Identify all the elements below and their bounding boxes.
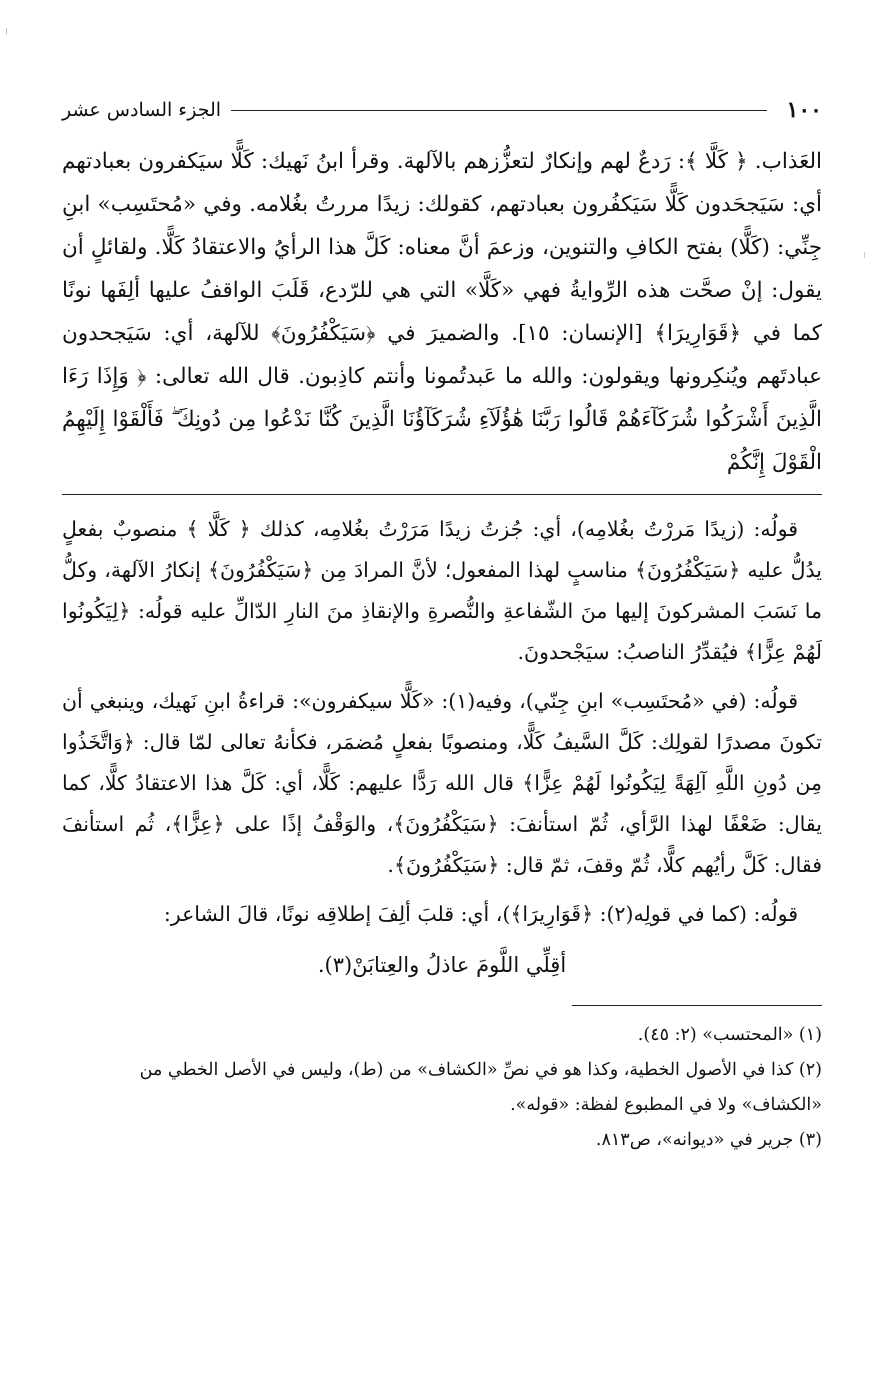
footnote-divider xyxy=(572,1005,822,1006)
book-part-title: الجزء السادس عشر xyxy=(62,99,222,121)
footnote-1: (١) «المحتسب» (٢: ٤٥). xyxy=(637,1025,822,1045)
running-header xyxy=(62,88,822,132)
commentary-paragraph-3: قولُه: (كما في قولِه(٢): ﴿قَوَارِيرَا﴾)، أي: قلبَ ألِفَ إطلاقِه نونًا، قالَ الشاعر: xyxy=(163,902,798,926)
footnote-3: (٣) جرير في «ديوانه»، ص٨١٣. xyxy=(595,1130,822,1150)
main-text-divider xyxy=(62,494,822,495)
scan-mark-left xyxy=(6,28,11,34)
header-rule xyxy=(231,110,766,111)
footnote-2: (٢) كذا في الأصول الخطية، وكذا هو في نصِّ «الكشاف» من (ط)، وليس في الأصل الخطي من «الكشاف» ولا في المطبوع لفظة: «قوله». xyxy=(139,1060,822,1115)
main-text xyxy=(62,140,822,484)
commentary xyxy=(62,509,822,935)
commentary-paragraph-2: قولُه: (في «مُحتَسِب» ابنِ جِنّي)، وفيه(١): «كَلًّا سيكفرون»: قراءةُ ابنِ نَهيك، وينبغي أن تكونَ مصدرًا لقولِك: كَلَّ السَّيفُ كَلًّا، ومنصوبًا بفعلٍ مُضمَر، فكأنهُ تعالى لمّا قال: ﴿وَاتَّخَذُوا مِن دُونِ اللَّهِ آلِهَةً لِيَكُونُوا لَهُمْ عِزًّا﴾ قال الله رَدًّا عليهم: كَلًّا، أي: كَلَّ هذا الاعتقادُ كلًّا، كما يقال: ضَعْفًا لهذا الرَّأي، ثُمّ استأنفَ: ﴿سَيَكْفُرُونَ﴾، والوَقْفُ إذًا على ﴿عِزًّا﴾، ثُم استأنفَ فقال: كَلَّ رأيُهم كلًّا، ثُمّ وقفَ، ثمّ قال: ﴿سَيَكْفُرُونَ﴾. xyxy=(62,689,822,877)
main-text-paragraph: العَذاب. ﴿ كَلَّا ﴾: رَدعٌ لهم وإنكارٌ لتعزُّزهم بالآلهة. وقرأ ابنُ نَهيك: كَلًّا سيَكفرون بعبادتهم أي: سَيَجحَدون كَلًّا سَيَكفُرون بعبادتهم، كقولك: زيدًا مررتُ بغُلامه. وفي «مُحتَسِب» ابنِ جِنِّي: (كَلًّا) بفتح الكافِ والتنوين، وزعمَ أنَّ معناه: كَلَّ هذا الرأيُ والاعتقادُ كَلًّا. ولقائلٍ أن يقول: إنْ صحَّت هذه الرِّوايةُ فهي «كَلَّا» التي هي للرّدع، قَلَبَ الواقفُ عليها ألِفَها نونًا كما في ﴿قَوَارِيرَا﴾ [الإنسان: ١٥]. والضميرَ في ﴿سَيَكْفُرُونَ﴾ للآلهة، أي: سَيَجحدون عبادتَهم ويُنكِرونها ويقولون: والله ما عَبدتُمونا وأنتم كاذِبون. قال الله تعالى: ﴿ وَإِذَا رَءَا الَّذِينَ أَشْرَكُوا شُرَكَآءَهُمْ قَالُوا رَبَّنَا هَٰؤُلَآءِ شُرَكَآؤُنَا الَّذِينَ كُنَّا نَدْعُوا مِن دُونِكَ ۖ فَأَلْقَوْا إِلَيْهِمُ الْقَوْلَ إِنَّكُمْ xyxy=(62,149,822,475)
footnotes xyxy=(62,1018,822,1158)
poetry-verse: أقِلِّي اللَّومَ عاذلُ والعِتابَنْ(٣). xyxy=(317,953,567,977)
page-number: ١٠٠ xyxy=(786,97,822,123)
scan-mark-right xyxy=(860,252,865,258)
commentary-paragraph-1: قولُه: (زيدًا مَررْتُ بغُلامِه)، أي: جُزتُ زيدًا مَرَرْتُ بغُلامِه، كذلك ﴿ كَلَّا ﴾ منصوبٌ بفعلٍ يدُلُّ عليه ﴿سَيَكْفُرُونَ﴾ مناسبٍ لهذا المفعول؛ لأنَّ المرادَ مِن ﴿سَيَكْفُرُونَ﴾ إنكارُ الآلهة، وكلُّ ما نَسَبَ المشركونَ إليها منَ الشّفاعةِ والنُّصرةِ والإنقاذِ منَ النارِ الدّالِّ عليه قولُه: ﴿لِيَكُونُوا لَهُمْ عِزًّا﴾ فيُقدِّرُ الناصبُ: سيَجْحدونَ. xyxy=(62,517,822,664)
book-page xyxy=(62,88,822,1158)
